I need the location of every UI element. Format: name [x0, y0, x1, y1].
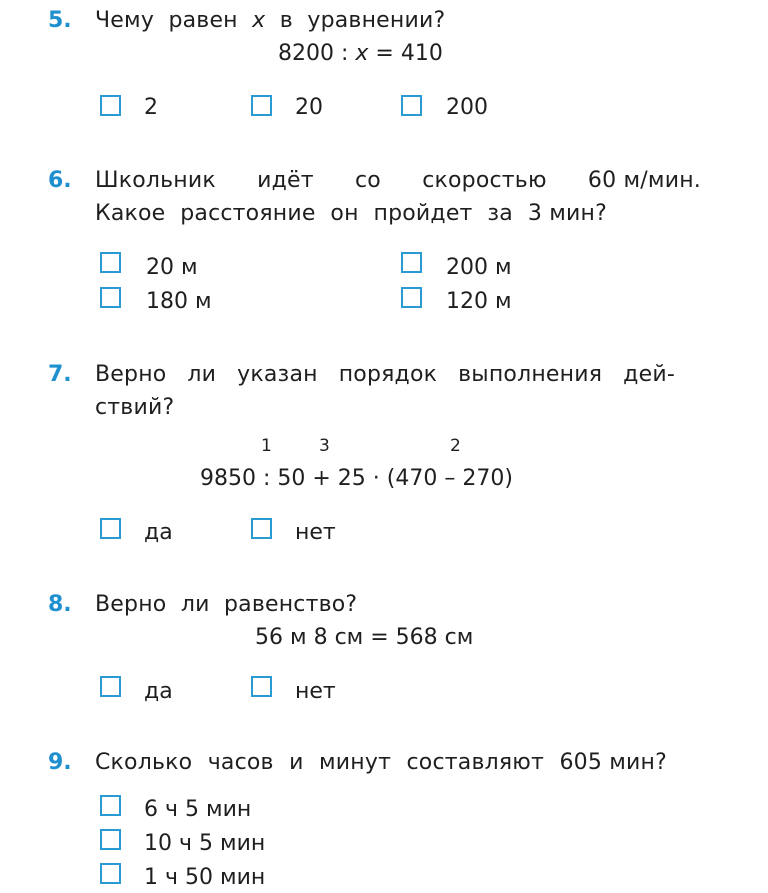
operation-order-mark: 2	[450, 436, 461, 456]
word: 3 мин?	[527, 201, 607, 226]
word: x	[252, 8, 266, 33]
answer-label: 1 ч 50 мин	[144, 865, 266, 890]
word: идёт	[257, 168, 314, 193]
answer-checkbox[interactable]	[100, 795, 121, 816]
answer-checkbox[interactable]	[401, 95, 422, 116]
question-text-line	[95, 750, 667, 775]
word: пройдет	[373, 201, 473, 226]
answer-label: 120 м	[446, 289, 512, 314]
answer-checkbox[interactable]	[100, 863, 121, 884]
answer-label: 180 м	[146, 289, 212, 314]
answer-label: да	[144, 679, 173, 704]
word: расстояние	[180, 201, 316, 226]
equation-part: 8200 :	[278, 41, 356, 66]
answer-label: 200 м	[446, 255, 512, 280]
word: минут	[318, 750, 392, 775]
word: 605 мин?	[559, 750, 667, 775]
word: Какое	[95, 201, 166, 226]
equation	[278, 41, 443, 66]
question-text-line	[95, 362, 675, 387]
word: часов	[207, 750, 274, 775]
equation: 56 м 8 см = 568 см	[255, 625, 474, 650]
word: за	[487, 201, 513, 226]
answer-checkbox[interactable]	[401, 252, 422, 273]
word: Чему	[95, 8, 155, 33]
question-number: 5.	[48, 8, 72, 33]
equation-part: x	[355, 41, 369, 66]
word: и	[289, 750, 304, 775]
question-number: 9.	[48, 750, 72, 775]
answer-label: 6 ч 5 мин	[144, 797, 252, 822]
answer-label: 20 м	[146, 255, 198, 280]
answer-checkbox[interactable]	[401, 287, 422, 308]
word: указан	[237, 362, 318, 387]
answer-label: 10 ч 5 мин	[144, 831, 266, 856]
equation-part: = 410	[368, 41, 443, 66]
expression: 9850 : 50 + 25 · (470 – 270)	[200, 466, 513, 491]
word: Сколько	[95, 750, 193, 775]
word: Школьник	[95, 168, 216, 193]
question-number: 6.	[48, 168, 72, 193]
answer-checkbox[interactable]	[100, 518, 121, 539]
word: составляют	[406, 750, 545, 775]
answer-checkbox[interactable]	[100, 829, 121, 850]
question-text	[95, 8, 445, 33]
answer-label: да	[144, 520, 173, 545]
answer-checkbox[interactable]	[100, 287, 121, 308]
word: со	[355, 168, 381, 193]
word: в	[279, 8, 293, 33]
word: дей-	[623, 362, 675, 387]
answer-label: 20	[295, 95, 323, 120]
answer-label: нет	[295, 679, 336, 704]
answer-checkbox[interactable]	[100, 676, 121, 697]
word: равен	[168, 8, 238, 33]
question-text-line	[95, 201, 607, 226]
answer-label: 2	[144, 95, 158, 120]
word: порядок	[338, 362, 438, 387]
answer-checkbox[interactable]	[251, 95, 272, 116]
word: уравнении?	[307, 8, 446, 33]
answer-checkbox[interactable]	[100, 95, 121, 116]
answer-label: нет	[295, 520, 336, 545]
question-text: Верно ли равенство?	[95, 592, 358, 617]
word: 60 м/мин.	[587, 168, 701, 193]
operation-order-mark: 1	[261, 436, 272, 456]
answer-checkbox[interactable]	[251, 676, 272, 697]
word: ли	[187, 362, 217, 387]
operation-order-mark: 3	[319, 436, 330, 456]
question-number: 7.	[48, 362, 72, 387]
question-text-line: ствий?	[95, 395, 175, 420]
answer-checkbox[interactable]	[251, 518, 272, 539]
word: Верно	[95, 362, 167, 387]
word: он	[330, 201, 359, 226]
answer-checkbox[interactable]	[100, 252, 121, 273]
question-number: 8.	[48, 592, 72, 617]
answer-label: 200	[446, 95, 488, 120]
question-text-line	[95, 168, 701, 193]
word: скоростью	[422, 168, 547, 193]
word: выполнения	[458, 362, 603, 387]
